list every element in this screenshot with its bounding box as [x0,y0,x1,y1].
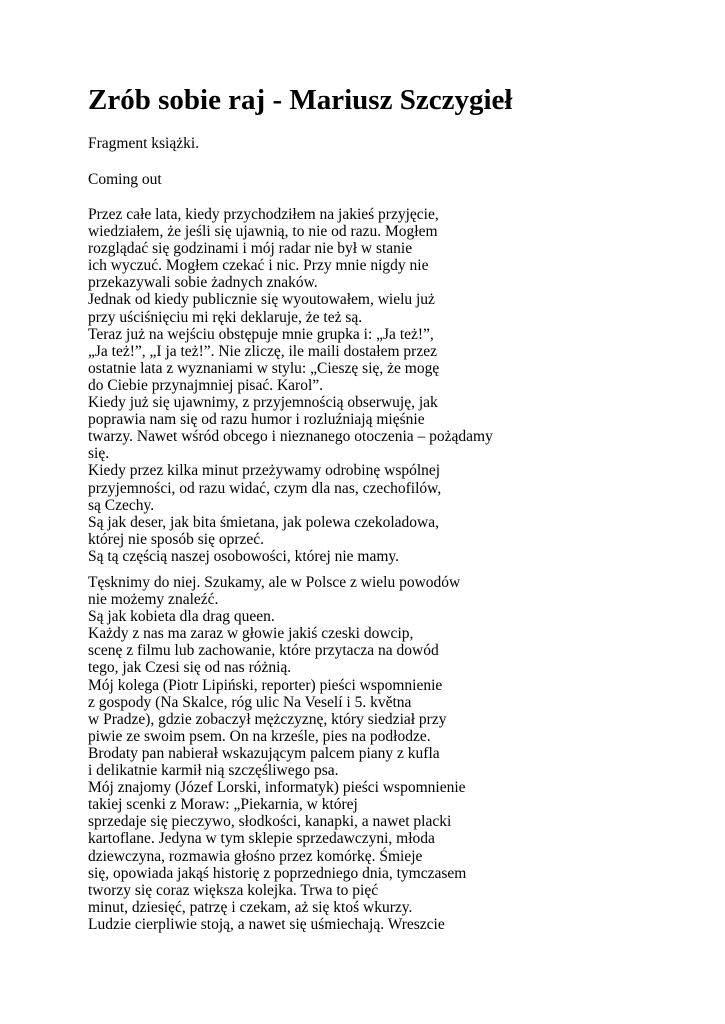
text-line: przy uściśnięciu mi ręki deklaruje, że też są. [88,308,363,326]
text-line: scenę z filmu lub zachowanie, które przytacza na dowód [88,642,439,660]
text-line: Brodaty pan nabierał wskazującym palcem piany z kufla [88,744,440,762]
text-line: wiedziałem, że jeśli się ujawnią, to nie od razu. Mogłem [88,223,438,241]
text-line: się, opowiada jakąś historię z poprzedniego dnia, tymczasem [88,864,467,882]
text-line: dziewczyna, rozmawia głośno przez komórkę. Śmieje [88,847,423,865]
text-line: ostatnie lata z wyznaniami w stylu: „Cieszę się, że mogę [88,359,440,377]
text-line: Kiedy już się ujawnimy, z przyjemnością obserwuję, jak [88,394,438,412]
text-line: są Czechy. [88,496,155,514]
text-line: piwie ze swoim psem. On na krześle, pies na podłodze. [88,727,431,745]
text-line: Mój kolega (Piotr Lipiński, reporter) pieści wspomnienie [88,676,443,694]
text-line: rozglądać się godzinami i mój radar nie był w stanie [88,240,413,258]
text-line: Jednak od kiedy publicznie się wyoutowałem, wielu już [88,291,435,309]
text-line: „Ja też!”, „I ja też!”. Nie zliczę, ile maili dostałem przez [88,342,437,360]
text-line: Ludzie cierpliwie stoją, a nawet się uśmiechają. Wreszcie [88,915,445,933]
subtitle: Fragment książki. [88,135,200,152]
text-line: minut, dziesięć, patrzę i czekam, aż się ktoś wkurzy. [88,898,413,916]
text-line: Mój znajomy (Józef Lorski, informatyk) pieści wspomnienie [88,779,466,797]
section-heading: Coming out [88,171,162,188]
text-line: ich wyczuć. Mogłem czekać i nic. Przy mnie nigdy nie [88,257,429,275]
paragraph-2 [88,574,466,933]
text-line: Teraz już na wejściu obstępuje mnie grupka i: „Ja też!”, [88,325,434,343]
text-line: takiej scenki z Moraw: „Piekarnia, w której [88,796,358,814]
page-title: Zrób sobie raj - Mariusz Szczygieł [88,84,513,116]
text-line: Każdy z nas ma zaraz w głowie jakiś czeski dowcip, [88,625,414,643]
text-line: przyjemności, od razu widać, czym dla nas, czechofilów, [88,479,442,497]
text-line: poprawia nam się od razu humor i rozluźniają mięśnie [88,411,425,429]
text-line: nie możemy znaleźć. [88,591,219,609]
text-line: której nie sposób się oprzeć. [88,530,265,548]
text-line: tworzy się coraz większa kolejka. Trwa to pięć [88,881,379,899]
text-line: Są jak deser, jak bita śmietana, jak polewa czekoladowa, [88,513,440,531]
text-line: Są tą częścią naszej osobowości, której nie mamy. [88,547,400,565]
text-line: się. [88,445,110,463]
paragraph-1 [88,206,493,565]
text-line: i delikatnie karmił nią szczęśliwego psa. [88,762,339,780]
text-line: kartoflane. Jedyna w tym sklepie sprzedawczyni, młoda [88,830,435,848]
text-line: Kiedy przez kilka minut przeżywamy odrobinę wspólnej [88,462,441,480]
text-line: Przez całe lata, kiedy przychodziłem na jakieś przyjęcie, [88,206,439,223]
text-line: przekazywali sobie żadnych znaków. [88,274,318,292]
text-line: Tęsknimy do niej. Szukamy, ale w Polsce z wielu powodów [88,574,461,591]
text-line: z gospody (Na Skalce, róg ulic Na Veselí i 5. května [88,693,412,711]
text-line: sprzedaje się pieczywo, słodkości, kanapki, a nawet placki [88,813,452,831]
text-line: do Ciebie przynajmniej pisać. Karol”. [88,376,324,394]
text-line: Są jak kobieta dla drag queen. [88,608,275,626]
text-line: twarzy. Nawet wśród obcego i nieznanego otoczenia – pożądamy [88,428,493,446]
text-line: tego, jak Czesi się od nas różnią. [88,659,292,677]
text-line: w Pradze), gdzie zobaczył mężczyznę, który siedział przy [88,710,447,728]
